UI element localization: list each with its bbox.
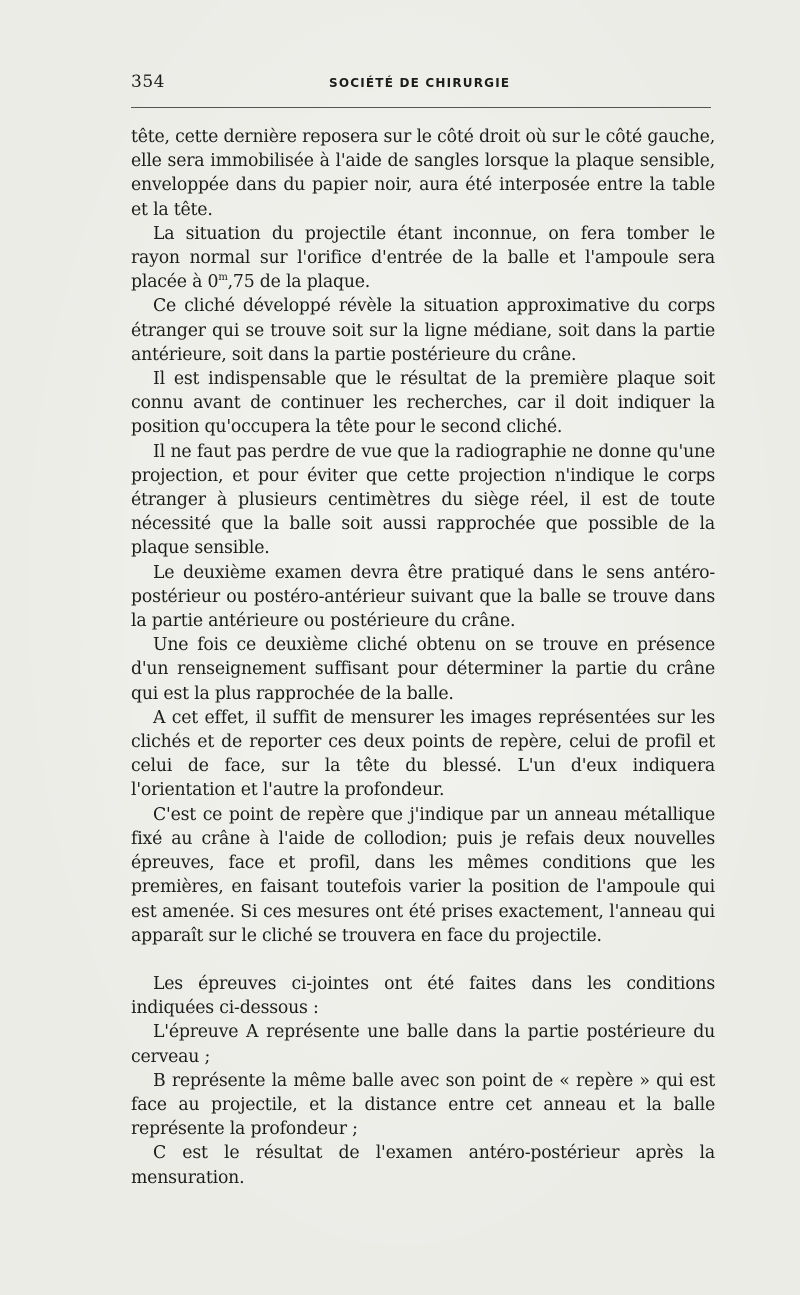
header-rule [131,107,711,108]
paragraph-text: La situation du projectile étant inconnue, on fera tomber le rayon normal sur l'orifice d'entrée de la balle et l'ampoule sera [131,223,715,269]
paragraph: C est le résultat de l'examen antéro-postérieur après la mensuration. [131,1143,715,1188]
paragraph: Une fois ce deuxième cliché obtenu on se trouve en présence d'un renseignement suffisant pour déterminer la partie du crâne qui est la plus rapprochée de la balle. [131,635,715,704]
page-number: 354 [131,72,165,92]
measure-prefix: placée à 0 [131,272,219,293]
body-text [131,125,715,1190]
page-header [131,70,711,100]
paragraph: L'épreuve A représente une balle dans la partie postérieure du cerveau ; [131,1022,715,1067]
paragraph: Les épreuves ci-jointes ont été faites dans les conditions indiquées ci-dessous : [131,973,715,1019]
paragraph: Il est indispensable que le résultat de la première plaque soit connu avant de continuer les recherches, car il doit indiquer la position qu'occupera la tête pour le second cliché. [131,369,715,438]
paragraph: Il ne faut pas perdre de vue que la radiographie ne donne qu'une projection, et pour éviter que cette projection n'indique le corps étranger à plusieurs centimètres du siège réel, il est de toute nécessité que la balle soit aussi rapprochée que possible de la plaque sensible. [131,441,715,559]
paragraph: Ce cliché développé révèle la situation approximative du corps étranger qui se trouve soit sur la ligne médiane, soit dans la partie antérieure, soit dans la partie postérieure du crâne. [131,296,715,365]
paragraph: A cet effet, il suffit de mensurer les images représentées sur les clichés et de reporter ces deux points de repère, celui de profil et celui de face, sur la tête du blessé. L'un d'eux indiquera l'orientation et l'autre la profondeur. [131,707,715,801]
running-head: SOCIÉTÉ DE CHIRURGIE [329,76,511,90]
measure-value: ,75 de la plaque. [227,272,371,293]
paragraph [131,222,715,295]
measure-unit: m [218,272,228,284]
paragraph: tête, cette dernière reposera sur le côté droit où sur le côté gauche, elle sera immobilisée à l'aide de sangles lorsque la plaque sensible, enveloppée dans du papier noir, aura été interposée entre la table et la tête. [131,127,715,220]
paragraph: Le deuxième examen devra être pratiqué dans le sens antéro-postérieur ou postéro-antérieur suivant que la balle se trouve dans la partie antérieure ou postérieure du crâne. [131,562,715,632]
paragraph: C'est ce point de repère que j'indique par un anneau métallique fixé au crâne à l'aide de collodion; puis je refais deux nouvelles épreuves, face et profil, dans les mêmes conditions que les premières, en faisant toutefois varier la position de l'ampoule qui est amenée. Si ces mesures ont été prises exactement, l'anneau qui apparaît sur le cliché se trouvera en face du projectile. [131,804,715,946]
paragraph: B représente la même balle avec son point de « repère » qui est face au projectile, et la distance entre cet anneau et la balle représente la profondeur ; [131,1070,715,1140]
